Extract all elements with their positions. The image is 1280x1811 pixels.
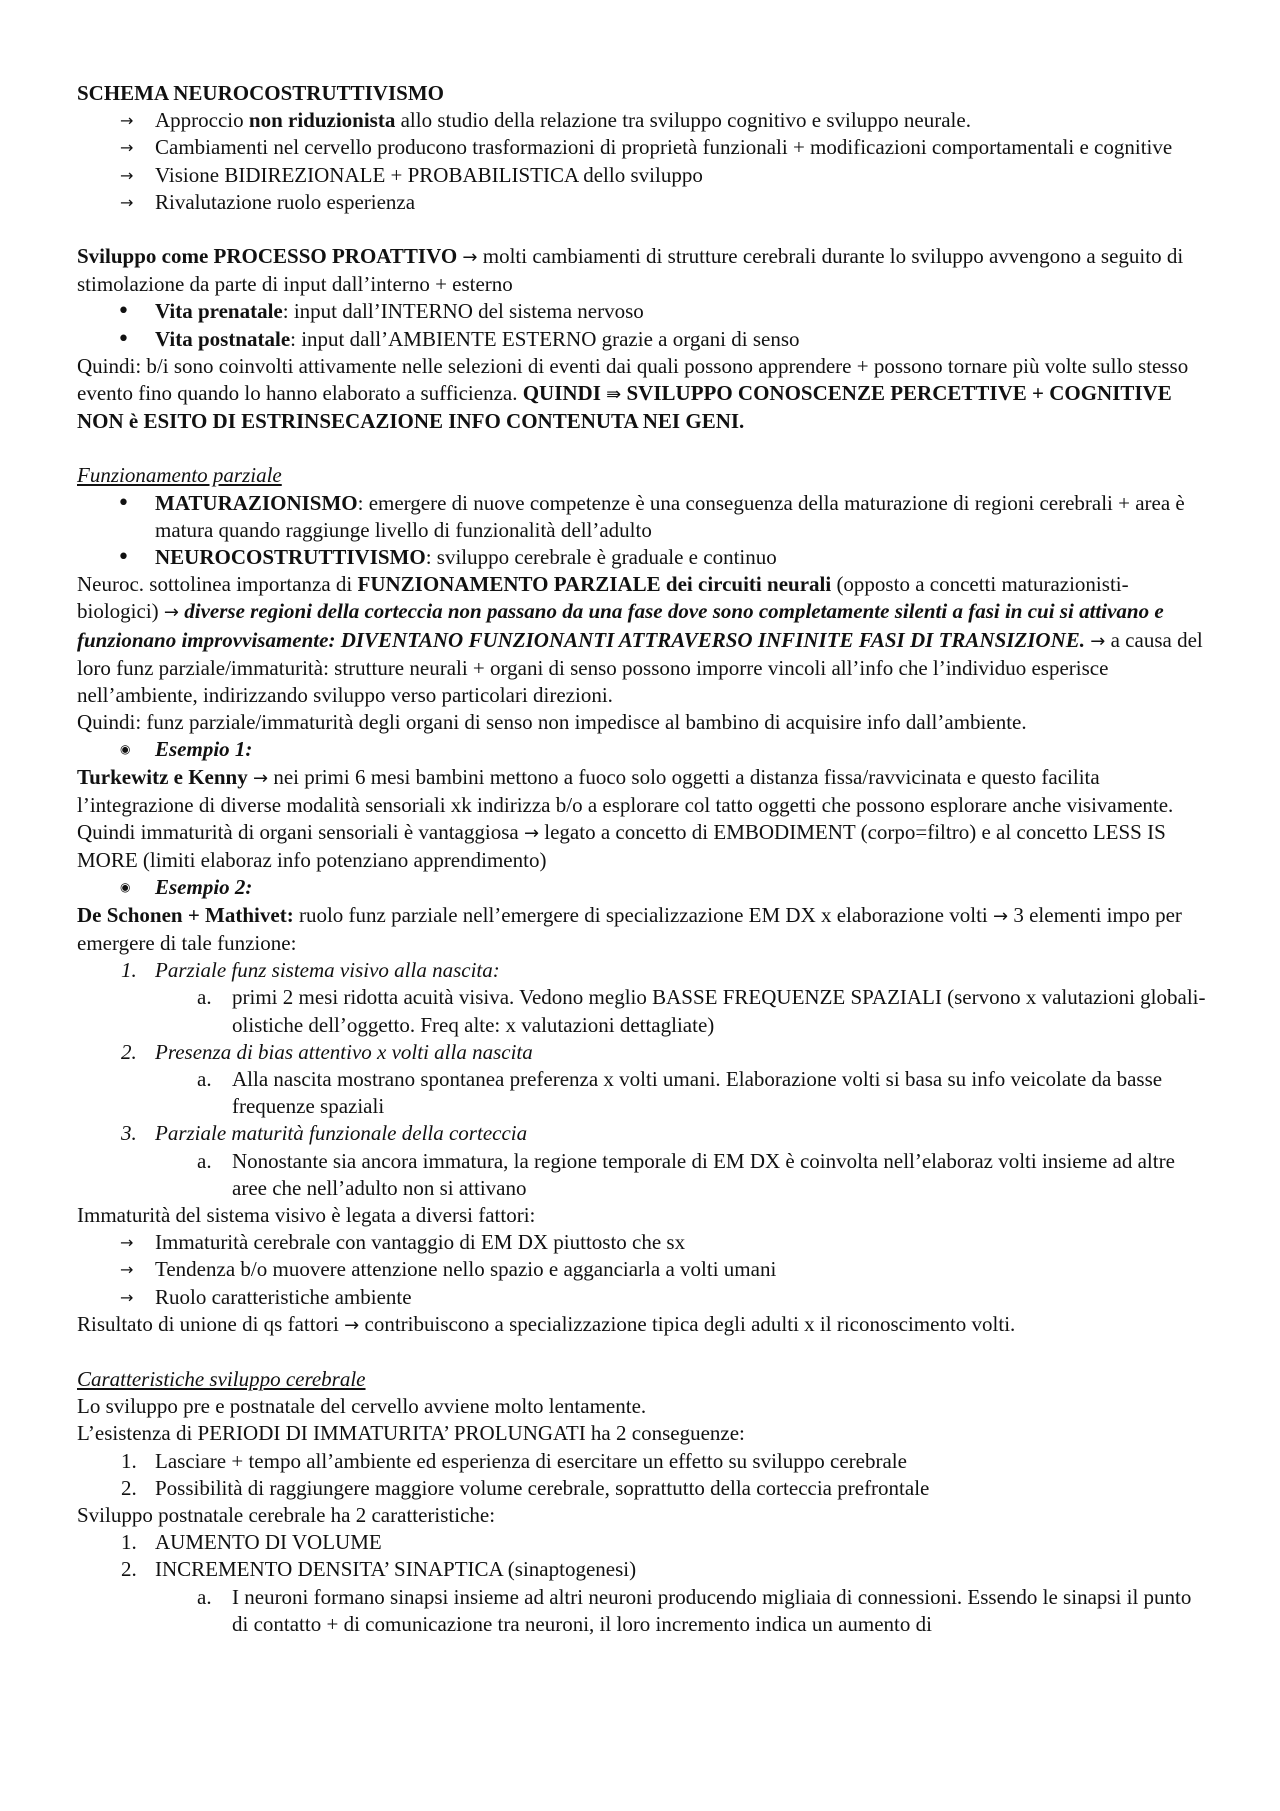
fancy-bullet-icon: ◉ (120, 742, 131, 757)
arrow-right-icon: → (163, 602, 179, 624)
bullet-item: • NEUROCOSTRUTTIVISMO: sviluppo cerebrale è graduale e continuo (117, 545, 777, 571)
arrow-icon: → (120, 1233, 134, 1253)
sub-item: a. I neuroni formano sinapsi insieme ad altri neuroni producendo migliaia di connessioni. Essendo le sinapsi il punto di contatto + di comunicazione tra neuroni, il loro incremento indica un aumento di (197, 1584, 1192, 1636)
arrow-right-icon: → (462, 247, 478, 269)
paragraph-risultato: Risultato di unione di qs fattori → contribuiscono a specializzazione tipica degli adulti x il riconoscimento volti. (77, 1311, 1016, 1336)
arrow-right-icon: → (523, 823, 540, 845)
arrow-icon: → (120, 111, 134, 131)
section-heading-parziale: Funzionamento parziale (77, 463, 282, 488)
bullet-item: • MATURAZIONISMO: emergere di nuove competenze è una conseguenza della maturazione di regioni cerebrali + area è matura quando raggiunge livello di funzionalità dell’adulto (117, 490, 1185, 542)
bullet-item: • Vita postnatale: input dall’AMBIENTE ESTERNO grazie a organi di senso (117, 326, 800, 352)
paragraph-cerebrale-3: Sviluppo postnatale cerebrale ha 2 caratteristiche: (77, 1502, 496, 1527)
spacer (77, 1339, 1207, 1366)
arrow-icon: → (120, 138, 134, 158)
paragraph-example-1: Turkewitz e Kenny → nei primi 6 mesi bambini mettono a fuoco solo oggetti a distanza fissa/ravvicinata e questo facilita l’integrazione di diverse modalità sensoriali xk indirizza b/o a esplorare col tatto oggetti che possono esplorare anche visivamente. Quindi immaturità di organi sensoriali è vantaggiosa → legato a concetto di EMBODIMENT (corpo=filtro) e al concetto LESS IS MORE (limiti elaboraz info potenziano apprendimento) (77, 764, 1174, 873)
example-label: ◉ Esempio 1: (77, 736, 1207, 763)
intro-bullet: → Rivalutazione ruolo esperienza (77, 189, 1207, 216)
paragraph-cerebrale-1: Lo sviluppo pre e postnatale del cervello avviene molto lentamente. (77, 1394, 647, 1419)
page-title: SCHEMA NEUROCOSTRUTTIVISMO (77, 81, 444, 105)
document-page (77, 80, 1207, 1638)
paragraph-proattivo: Sviluppo come PROCESSO PROATTIVO → molti cambiamenti di strutture cerebrali durante lo sviluppo avvengono a seguito di stimolazione da parte di input dall’interno + esterno (77, 244, 1184, 297)
example-label: ◉ Esempio 2: (77, 874, 1207, 901)
arrow-right-icon: → (1090, 630, 1106, 652)
bullet-icon: • (117, 326, 130, 352)
numbered-item: 2. Presenza di bias attentivo x volti alla nascita (121, 1039, 533, 1064)
arrow-right-icon: → (993, 905, 1009, 927)
factor-bullet: → Tendenza b/o muovere attenzione nello spazio e agganciarla a volti umani (77, 1256, 1207, 1283)
arrow-icon: → (120, 192, 134, 212)
paragraph-example-2: De Schonen + Mathivet: ruolo funz parziale nell’emergere di specializzazione EM DX x elaborazione volti → 3 elementi impo per emergere di tale funzione: (77, 902, 1182, 955)
factor-bullet: → Ruolo caratteristiche ambiente (77, 1284, 1207, 1311)
double-arrow-icon: ⇛ (606, 384, 622, 406)
arrow-icon: → (120, 1260, 134, 1280)
paragraph-immaturita: Immaturità del sistema visivo è legata a diversi fattori: (77, 1202, 536, 1227)
section-heading-cerebrale: Caratteristiche sviluppo cerebrale (77, 1366, 366, 1391)
sub-item: a. Alla nascita mostrano spontanea preferenza x volti umani. Elaborazione volti si basa su info veicolate da basse frequenze spaziali (197, 1066, 1163, 1119)
numbered-item: 2. INCREMENTO DENSITA’ SINAPTICA (sinaptogenesi) (121, 1557, 637, 1582)
bullet-icon: • (117, 299, 130, 325)
factor-bullet: → Immaturità cerebrale con vantaggio di EM DX piuttosto che sx (77, 1229, 1207, 1256)
paragraph-neuroc: Neuroc. sottolinea importanza di FUNZIONAMENTO PARZIALE dei circuiti neurali (opposto a concetti maturazionisti-biologici) → diverse regioni della corteccia non passano da una fase dove sono completamente silenti a fasi in cui si attivano e funzionano improvvisamente: DIVENTANO FUNZIONANTI ATTRAVERSO INFINITE FASI DI TRANSIZIONE. → a causa del loro funz parziale/immaturità: strutture neurali + organi di senso possono imporre vincoli all’info che l’individuo esperisce nell’ambiente, indirizzando sviluppo verso particolari direzioni. (77, 572, 1203, 708)
paragraph-quindi-2: Quindi: funz parziale/immaturità degli organi di senso non impedisce al bambino di acquisire info dall’ambiente. (77, 710, 1027, 735)
spacer (77, 435, 1207, 462)
bullet-icon: • (117, 490, 130, 516)
arrow-icon: → (120, 1287, 134, 1307)
numbered-item: 1. Parziale funz sistema visivo alla nascita: (121, 958, 500, 983)
numbered-item: 1. Lasciare + tempo all’ambiente ed esperienza di esercitare un effetto su sviluppo cerebrale (121, 1448, 907, 1473)
paragraph-cerebrale-2: L’esistenza di PERIODI DI IMMATURITA’ PROLUNGATI ha 2 conseguenze: (77, 1421, 745, 1446)
sub-item: a. primi 2 mesi ridotta acuità visiva. Vedono meglio BASSE FREQUENZE SPAZIALI (servono x valutazioni globali-olistiche dell’oggetto. Freq alte: x valutazioni dettagliate) (197, 985, 1206, 1037)
intro-bullet: → Visione BIDIREZIONALE + PROBABILISTICA dello sviluppo (77, 162, 1207, 189)
numbered-item: 3. Parziale maturità funzionale della corteccia (121, 1121, 528, 1146)
numbered-item: 1. AUMENTO DI VOLUME (121, 1530, 382, 1555)
numbered-item: 2. Possibilità di raggiungere maggiore volume cerebrale, soprattutto della corteccia prefrontale (121, 1475, 930, 1500)
paragraph-quindi: Quindi: b/i sono coinvolti attivamente nelle selezioni di eventi dai quali possono apprendere + possono tornare più volte sullo stesso evento fino quando lo hanno elaborato a sufficienza. QUINDI ⇛ SVILUPPO CONOSCENZE PERCETTIVE + COGNITIVE NON è ESITO DI ESTRINSECAZIONE INFO CONTENUTA NEI GENI. (77, 353, 1189, 434)
bullet-icon: • (117, 545, 130, 571)
arrow-icon: → (120, 165, 134, 185)
intro-bullet: → Cambiamenti nel cervello producono trasformazioni di proprietà funzionali + modificazioni comportamentali e cognitive (77, 134, 1207, 161)
arrow-right-icon: → (252, 767, 269, 789)
spacer (77, 216, 1207, 243)
intro-bullet: → Approccio non riduzionista allo studio della relazione tra sviluppo cognitivo e sviluppo neurale. (77, 107, 1207, 134)
arrow-right-icon: → (344, 1314, 360, 1336)
sub-item: a. Nonostante sia ancora immatura, la regione temporale di EM DX è coinvolta nell’elaboraz volti insieme ad altre aree che nell’adulto non si attivano (197, 1148, 1175, 1200)
fancy-bullet-icon: ◉ (120, 880, 131, 895)
bullet-item: • Vita prenatale: input dall’INTERNO del sistema nervoso (117, 299, 644, 325)
